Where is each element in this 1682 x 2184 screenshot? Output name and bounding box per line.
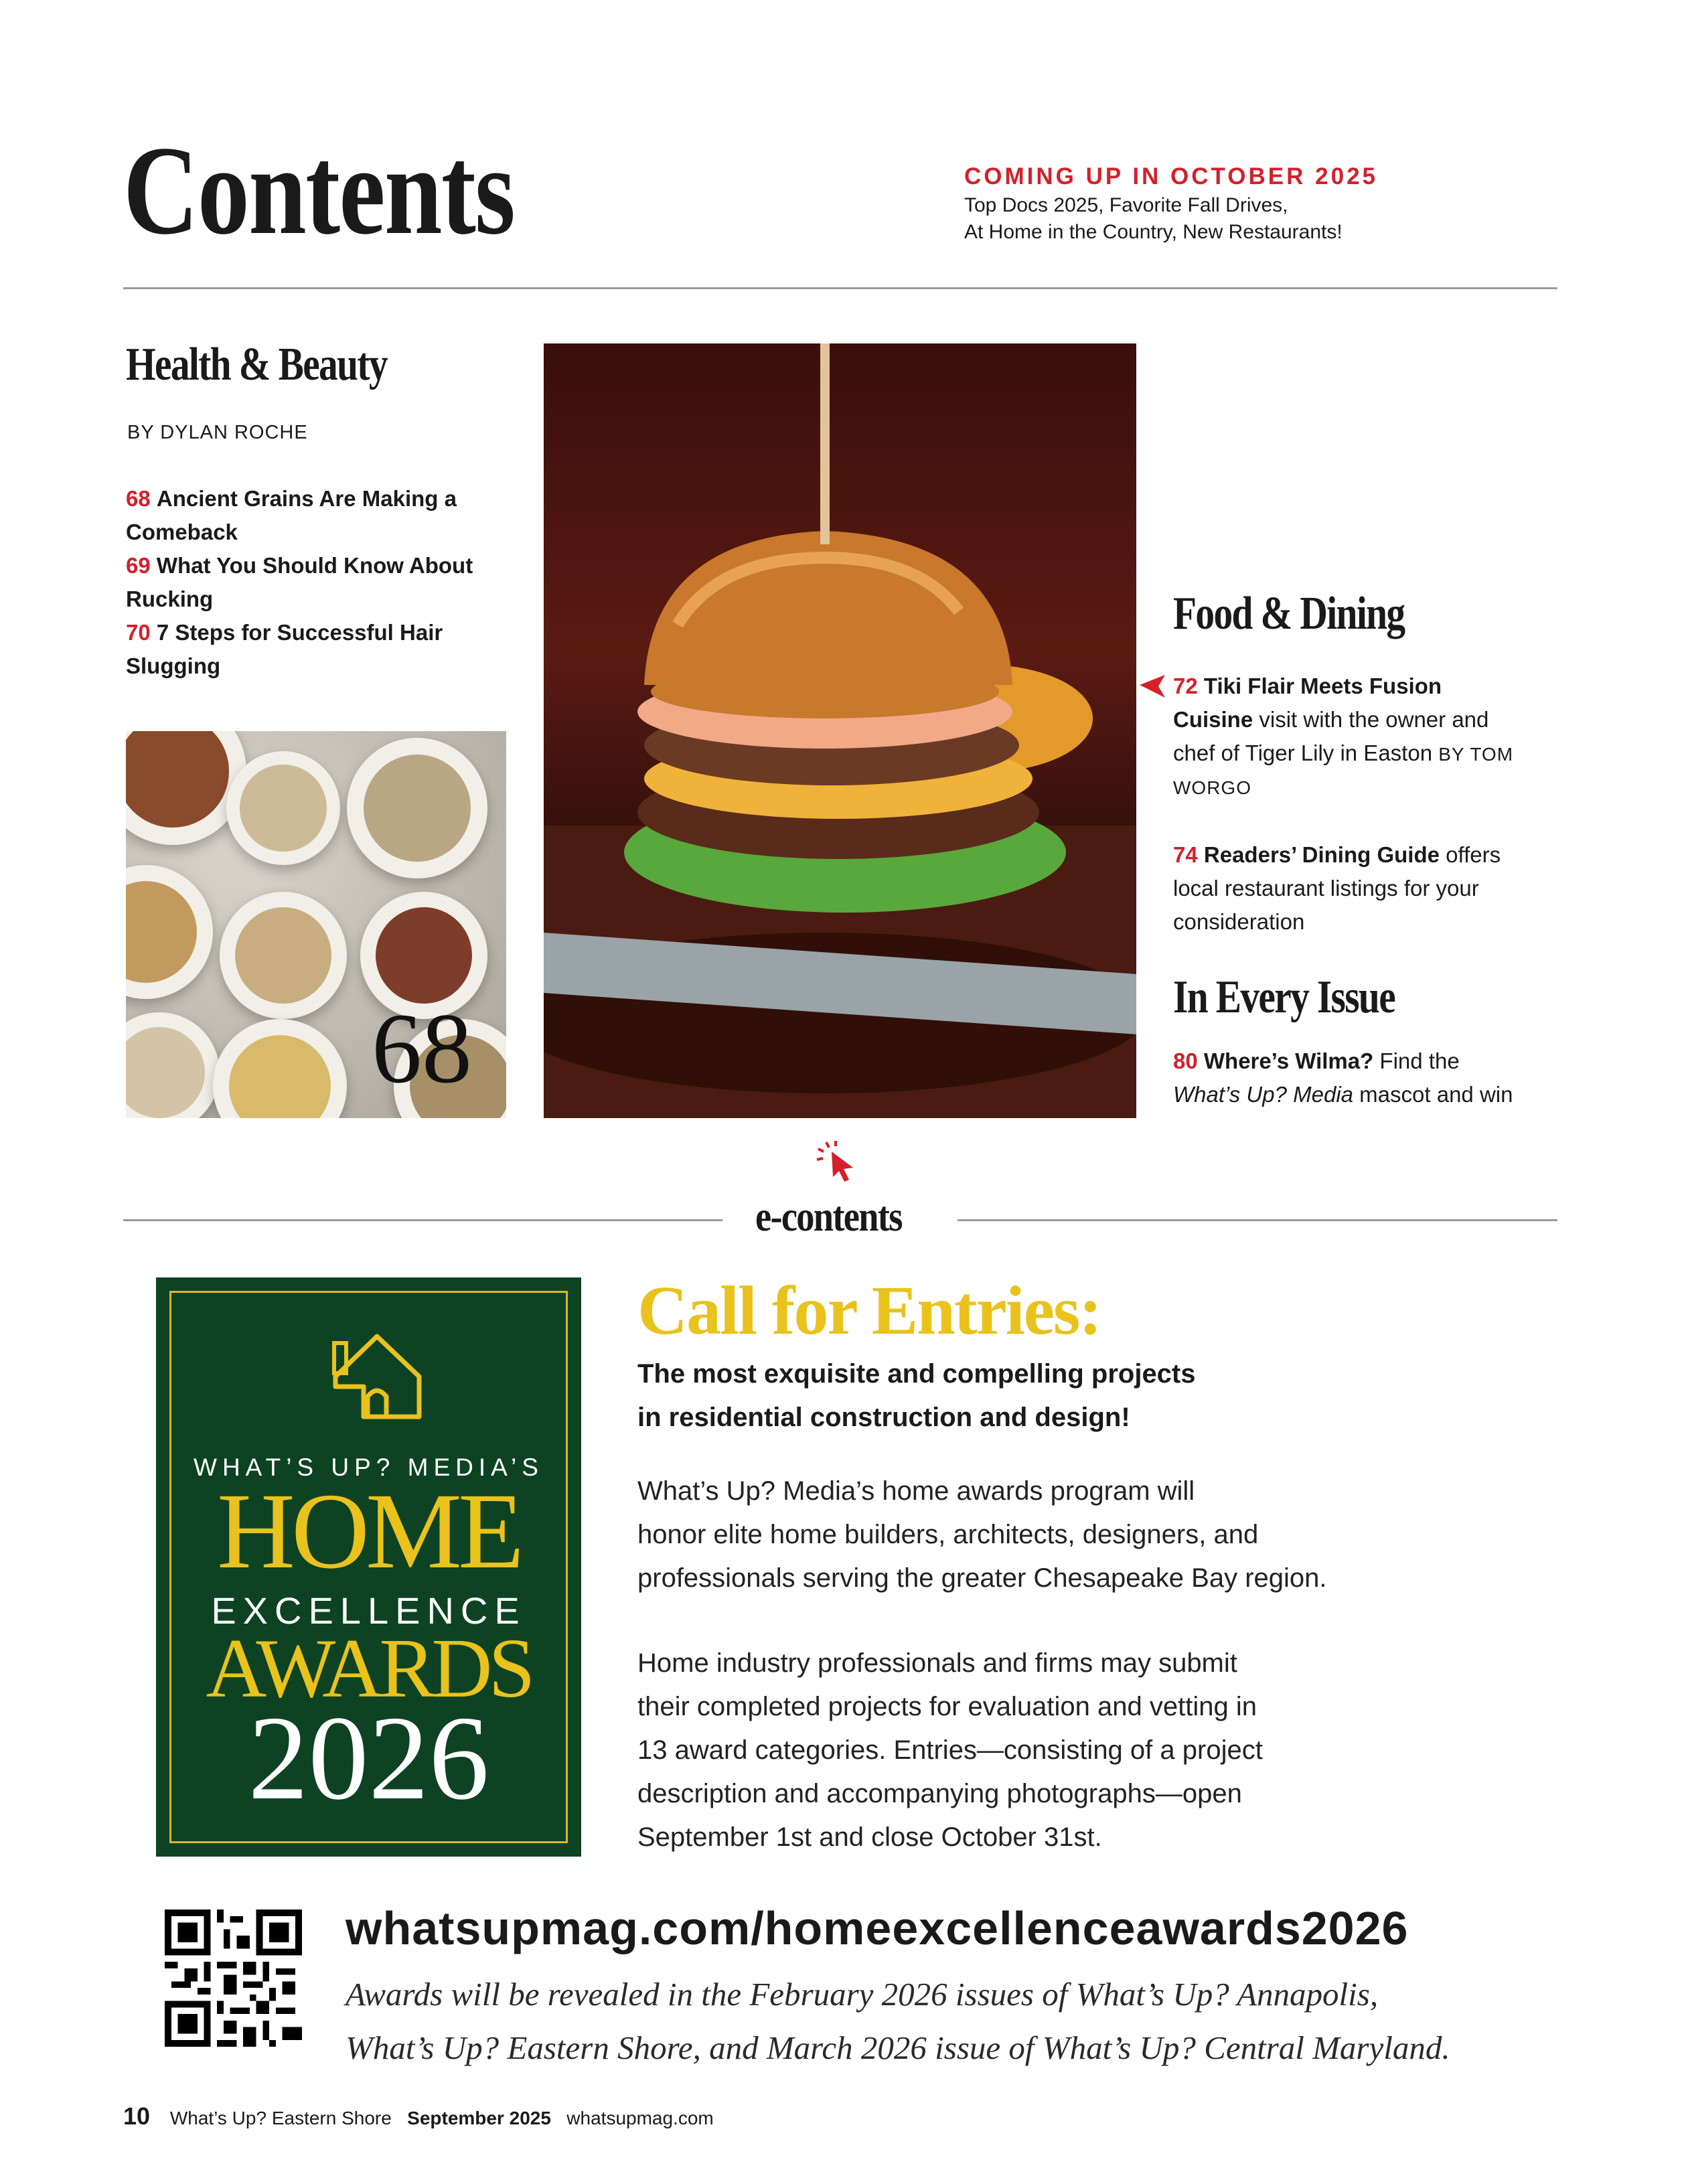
toc-page-number: 69 xyxy=(126,553,151,578)
toc-title: Rucking xyxy=(126,587,214,611)
awards-note-line: Awards will be revealed in the February 2026 issues of What’s Up? Annapolis, xyxy=(346,1976,1379,2013)
burger-illustration xyxy=(544,343,1136,1118)
photo-page-number: 68 xyxy=(372,993,472,1104)
call-for-entries-title: Call for Entries: xyxy=(637,1272,1101,1349)
body-paragraph-line: Home industry professionals and firms may submit xyxy=(637,1648,1237,1678)
award-word-awards: AWARDS xyxy=(206,1622,532,1715)
toc-item[interactable] xyxy=(126,549,528,582)
footer-page-number: 10 xyxy=(123,2102,151,2130)
toc-list-health-beauty xyxy=(126,482,528,683)
byline: WORGO xyxy=(1173,777,1251,798)
toc-page-number: 70 xyxy=(126,620,151,645)
econtents-label: e-contents xyxy=(755,1192,902,1240)
footer-publication: What’s Up? Eastern Shore xyxy=(169,2108,392,2128)
award-year: 2026 xyxy=(248,1691,489,1824)
byline: BY DYLAN ROCHE xyxy=(127,422,308,443)
burger-photo[interactable] xyxy=(544,343,1136,1118)
home-excellence-awards-badge[interactable] xyxy=(156,1277,581,1857)
header-divider xyxy=(123,287,1557,289)
awards-url-link[interactable]: whatsupmag.com/homeexcellenceawards2026 xyxy=(346,1902,1409,1954)
econtents-divider-right xyxy=(958,1219,1557,1221)
toc-description-italic: What’s Up? Media xyxy=(1173,1082,1354,1107)
toc-item[interactable] xyxy=(1173,838,1575,872)
coming-up-line: At Home in the Country, New Restaurants! xyxy=(964,221,1343,243)
awards-note-line: What’s Up? Eastern Shore, and March 2026 issue of What’s Up? Central Maryland. xyxy=(346,2029,1450,2066)
toc-list-in-every-issue xyxy=(1173,1044,1575,1111)
toc-title: Ancient Grains Are Making a xyxy=(156,486,457,511)
toc-title: Cuisine xyxy=(1173,707,1253,732)
toc-description: local restaurant listings for your xyxy=(1173,876,1479,901)
call-for-entries-subtitle: in residential construction and design! xyxy=(637,1403,1130,1432)
toc-title: What You Should Know About xyxy=(156,553,473,578)
toc-item[interactable] xyxy=(1173,670,1575,703)
toc-page-number: 74 xyxy=(1173,842,1198,867)
toc-title: Slugging xyxy=(126,653,221,678)
house-icon xyxy=(329,1330,426,1423)
page-title: Contents xyxy=(123,121,515,261)
toc-title: Readers’ Dining Guide xyxy=(1203,842,1440,867)
call-for-entries-subtitle: The most exquisite and compelling projects xyxy=(637,1359,1196,1389)
page-footer xyxy=(123,2102,714,2130)
toc-description: visit with the owner and xyxy=(1253,707,1489,732)
toc-item[interactable] xyxy=(126,616,528,649)
toc-title: Comeback xyxy=(126,520,238,544)
click-cursor-icon xyxy=(816,1138,862,1185)
body-paragraph-line: description and accompanying photographs—open xyxy=(637,1779,1242,1808)
award-word-home: HOME xyxy=(217,1472,520,1591)
toc-item[interactable] xyxy=(126,482,528,516)
toc-page-number: 68 xyxy=(126,486,151,511)
toc-description: Find the xyxy=(1373,1048,1460,1073)
coming-up-label: COMING UP IN OCTOBER 2025 xyxy=(964,163,1378,189)
econtents-divider-left xyxy=(123,1219,722,1221)
qr-code[interactable] xyxy=(165,1909,302,2047)
byline: BY TOM xyxy=(1438,744,1514,765)
award-kicker: WHAT’S UP? MEDIA’S xyxy=(194,1454,544,1481)
toc-page-number: 72 xyxy=(1173,674,1198,698)
toc-title: Where’s Wilma? xyxy=(1203,1048,1374,1073)
toc-title: Tiki Flair Meets Fusion xyxy=(1203,674,1442,698)
footer-site[interactable]: whatsupmag.com xyxy=(566,2108,714,2128)
footer-issue: September 2025 xyxy=(407,2108,551,2128)
coming-up-line: Top Docs 2025, Favorite Fall Drives, xyxy=(964,194,1288,216)
toc-page-number: 80 xyxy=(1173,1048,1198,1073)
toc-description: offers xyxy=(1439,842,1501,867)
body-paragraph-line: 13 award categories. Entries—consisting of a project xyxy=(637,1735,1263,1765)
toc-description: consideration xyxy=(1173,909,1305,934)
toc-list-food-dining xyxy=(1173,670,1575,939)
toc-description: mascot and win xyxy=(1353,1082,1513,1107)
toc-description: chef of Tiger Lily in Easton xyxy=(1173,740,1439,765)
body-paragraph-line: honor elite home builders, architects, designers, and xyxy=(637,1520,1259,1549)
body-paragraph-line: What’s Up? Media’s home awards program will xyxy=(637,1476,1195,1506)
section-heading-in-every-issue: In Every Issue xyxy=(1173,971,1395,1023)
section-heading-health-beauty: Health & Beauty xyxy=(126,339,387,390)
body-paragraph-line: September 1st and close October 31st. xyxy=(637,1822,1102,1852)
toc-title: 7 Steps for Successful Hair xyxy=(156,620,443,645)
body-paragraph-line: their completed projects for evaluation and vetting in xyxy=(637,1692,1257,1721)
body-paragraph-line: professionals serving the greater Chesapeake Bay region. xyxy=(637,1563,1327,1593)
arrow-pointer-icon xyxy=(1140,675,1166,698)
section-heading-food-dining: Food & Dining xyxy=(1173,588,1405,639)
toc-item[interactable] xyxy=(1173,1044,1575,1078)
award-word-excellence: EXCELLENCE xyxy=(211,1589,526,1632)
